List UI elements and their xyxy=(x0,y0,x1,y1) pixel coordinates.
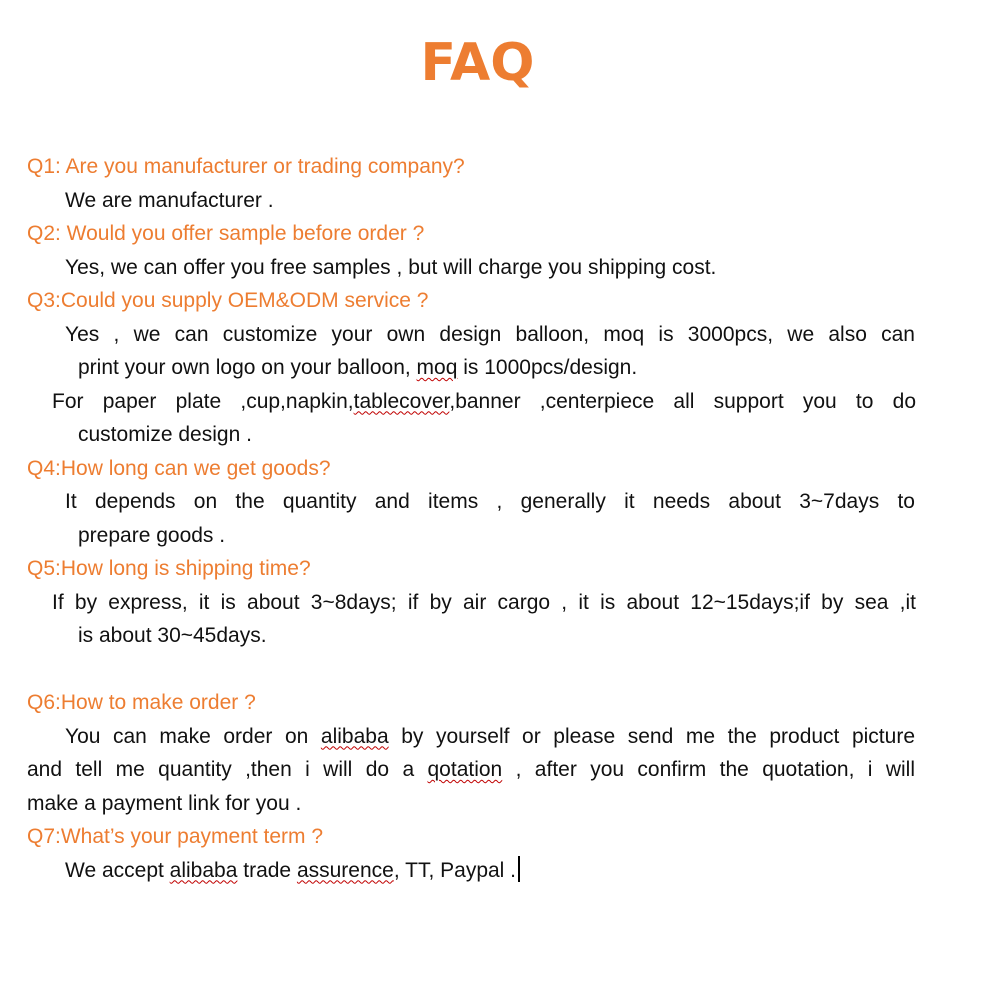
answer-text: is 1000pcs/design. xyxy=(457,356,638,379)
answer-text: You can make order on xyxy=(65,724,321,748)
faq-answer-3-line-3 xyxy=(0,385,916,419)
faq-question-1: Q1: Are you manufacturer or trading company? xyxy=(27,155,465,178)
faq-answer-3-line-4: customize design . xyxy=(78,423,252,446)
faq-answer-6-line-1 xyxy=(0,720,915,754)
faq-question-3: Q3:Could you supply OEM&ODM service ? xyxy=(27,289,429,312)
spellcheck-word: qotation xyxy=(427,758,503,781)
spellcheck-word: moq xyxy=(416,356,458,379)
answer-text: print your own logo on your balloon, xyxy=(78,356,417,379)
faq-answer-7 xyxy=(0,854,1000,888)
faq-answer-1: We are manufacturer . xyxy=(65,188,274,212)
faq-answer-6-line-3: make a payment link for you . xyxy=(27,791,302,815)
faq-question-7: Q7:What’s your payment term ? xyxy=(27,825,324,848)
faq-list xyxy=(0,150,1000,887)
spellcheck-word: alibaba xyxy=(169,858,238,882)
answer-text: and tell me quantity ,then i will do a xyxy=(27,758,428,781)
answer-text: , TT, Paypal . xyxy=(393,858,517,882)
faq-question-6: Q6:How to make order ? xyxy=(27,691,256,714)
answer-text: by yourself or please send me the product picture xyxy=(388,724,915,748)
faq-answer-4-line-1: It depends on the quantity and items , generally it needs about 3~7days to xyxy=(65,490,915,513)
spellcheck-word: alibaba xyxy=(320,724,389,748)
faq-question-5: Q5:How long is shipping time? xyxy=(27,557,311,580)
text-cursor[interactable] xyxy=(518,856,520,882)
faq-answer-4-line-2: prepare goods . xyxy=(78,523,226,547)
faq-answer-3-line-2 xyxy=(0,351,1000,385)
faq-answer-6-line-2 xyxy=(0,753,915,787)
faq-question-4: Q4:How long can we get goods? xyxy=(27,456,331,480)
page-title: FAQ xyxy=(420,33,535,93)
spellcheck-word: tablecover xyxy=(353,389,450,413)
blank-line xyxy=(0,653,1000,687)
answer-text: ,banner ,centerpiece all support you to do xyxy=(449,389,917,413)
answer-text: trade xyxy=(237,858,297,882)
answer-text: We accept xyxy=(65,858,170,882)
answer-text: , after you confirm the quotation, i will xyxy=(502,758,915,781)
faq-answer-2: Yes, we can offer you free samples , but will charge you shipping cost. xyxy=(65,255,717,279)
spellcheck-word: assurence xyxy=(296,858,394,882)
answer-text: For paper plate ,cup,napkin, xyxy=(52,389,354,413)
faq-answer-3-line-1: Yes , we can customize your own design balloon, moq is 3000pcs, we also can xyxy=(65,322,915,346)
faq-answer-5-line-1: If by express, it is about 3~8days; if by air cargo , it is about 12~15days;if by sea ,it xyxy=(52,590,916,614)
faq-answer-5-line-2: is about 30~45days. xyxy=(78,624,267,647)
faq-question-2: Q2: Would you offer sample before order ? xyxy=(27,222,425,245)
